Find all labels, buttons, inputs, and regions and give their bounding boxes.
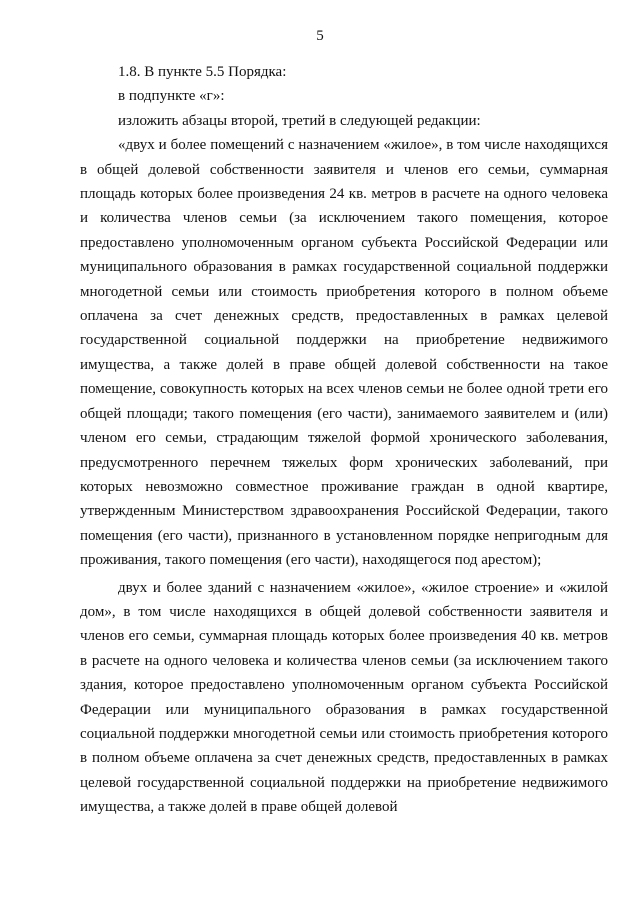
paragraph-section-heading: 1.8. В пункте 5.5 Порядка: <box>118 64 287 80</box>
paragraph-premises: «двух и более помещений с назначением «жилое», в том числе находящихся в общей долевой собственности заявителя и членов его семьи, суммарная площадь которых более произведения 24 кв. метров в расчете на одного человека и количества членов семьи (за исключением такого помещения, которое предоставлено уполномоченным органом субъекта Российской Федерации или муниципального образования в рамках государственной социальной поддержки многодетной семьи или стоимость приобретения которого в полном объеме оплачена за счет денежных средств, предоставленных в рамках целевой государственной социальной поддержки на приобретение недвижимого имущества, а также долей в праве общей долевой собственности на такое помещение, совокупность которых на всех членов семьи не более одной трети его общей площади; такого помещения (его части), занимаемого заявителем и (или) членом его семьи, страдающим тяжелой формой хронического заболевания, предусмотренного перечнем тяжелых форм хронических заболеваний, при которых невозможно совместное проживание граждан в одной квартире, утвержденным Министерством здравоохранения Российской Федерации, такого помещения (его части), признанного в установленном порядке непригодным для проживания, такого помещения (его части), находящегося под арестом); <box>80 137 608 569</box>
paragraph-instruction: изложить абзацы второй, третий в следующей редакции: <box>118 112 481 129</box>
paragraph-buildings: двух и более зданий с назначением «жилое», «жилое строение» и «жилой дом», в том числе находящихся в общей долевой собственности заявителя и членов его семьи, суммарная площадь которых более произведения 40 кв. метров в расчете на одного человека и количества членов семьи (за исключением такого здания, которое предоставлено уполномоченным органом субъекта Российской Федерации или муниципального образования в рамках государственной социальной поддержки многодетной семьи или стоимость приобретения которого в полном объеме оплачена за счет денежных средств, предоставленных в рамках целевой государственной социальной поддержки на приобретение недвижимого имущества, а также долей в праве общей долевой <box>80 579 608 816</box>
page-number: 5 <box>316 28 324 44</box>
document-body <box>80 60 608 820</box>
paragraph-subclause: в подпункте «г»: <box>118 88 225 105</box>
